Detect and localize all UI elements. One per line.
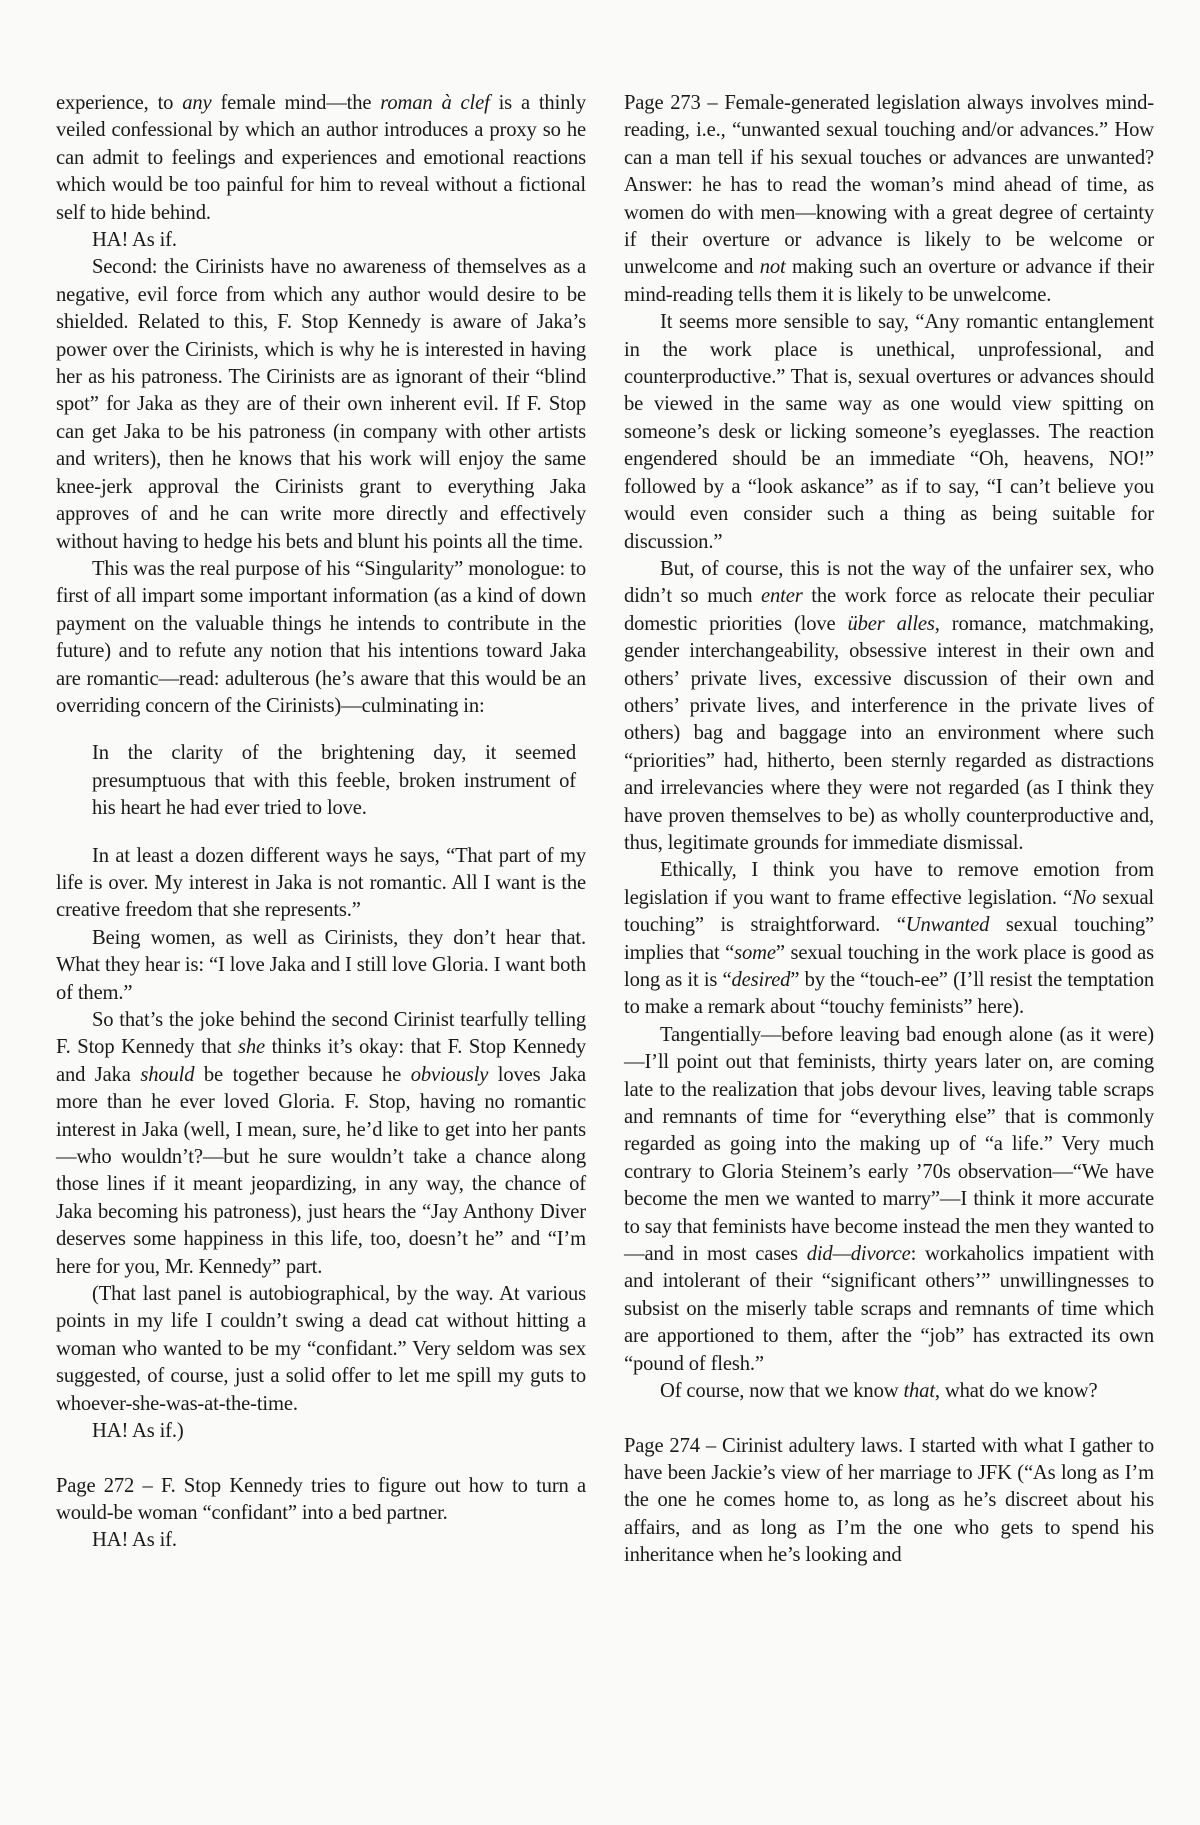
paragraph: Being women, as well as Cirinists, they don’t hear that. What they hear is: “I love Jaka and I still love Gloria. I want both of them.” bbox=[56, 926, 586, 1004]
paragraph: So that’s the joke behind the second Cirinist tearfully telling F. Stop Kennedy that she thinks it’s okay: that F. Stop Kennedy and Jaka should be together because he obviously loves Jaka more than he ever loved Gloria. F. Stop, having no romantic interest in Jaka (well, I mean, sure, he’d like to get into her pants—who wouldn’t?—but he sure wouldn’t take a chance along those lines if it meant jeopardizing, in any way, the chance of Jaka becoming his patroness), just hears the “Jay Anthony Diver deserves some happiness in this life, too, doesn’t he” and “I’m here for you, Mr. Kennedy” part. bbox=[56, 1009, 587, 1278]
page-heading-paragraph: Page 272 – F. Stop Kennedy tries to figure out how to turn a would-be woman “confidant” into a bed partner. bbox=[56, 1474, 586, 1524]
paragraph: Of course, now that we know that, what do we know? bbox=[660, 1380, 1098, 1403]
page-heading-paragraph: Page 273 – Female-generated legislation always involves mind-reading, i.e., “unwanted sexual touching and/or advances.” How can a man tell if his sexual touches or advances are unwanted? Answer: he has to read the woman’s mind ahead of time, as women do with men—knowing with a great degree of certainty if their overture or advance is likely to be welcome or unwelcome and not making such an overture or advance if their mind-reading tells them it is likely to be unwelcome. bbox=[624, 92, 1155, 306]
block-quote: In the clarity of the brightening day, it seemed presumptuous that with this feeble, broken instrument of his heart he had ever tried to love. bbox=[92, 742, 576, 820]
paragraph: (That last panel is autobiographical, by the way. At various points in my life I couldn’t swing a dead cat without hitting a woman who wanted to be my “confidant.” Very seldom was sex suggested, of course, just a solid offer to let me spill my guts to whoever-she-was-at-the-time. bbox=[56, 1283, 586, 1415]
paragraph: Ethically, I think you have to remove emotion from legislation if you want to frame effective legislation. “No sexual touching” is straightforward. “Unwanted sexual touching” implies that “some” sexual touching in the work place is good as long as it is “desired” by the “touch-ee” (I’ll resist the temptation to make a remark about “touchy feminists” here). bbox=[624, 859, 1155, 1019]
paragraph: Tangentially—before leaving bad enough alone (as it were)—I’ll point out that feminists, thirty years later on, are coming late to the realization that jobs devour lives, leaving table scraps and remnants of time for “everything else” that is commonly regarded as going into the making up of “a life.” Very much contrary to Gloria Steinem’s early ’70s observation—“We have become the men we wanted to marry”—I think it more accurate to say that feminists have become instead the men they wanted to—and in most cases did—divorce: workaholics impatient with and intolerant of their “significant others’” unwillingnesses to subsist on the miserly table scraps and remnants of time which are apportioned to them, after the “job” has extracted its own “pound of flesh.” bbox=[624, 1023, 1155, 1375]
paragraph: This was the real purpose of his “Singularity” monologue: to first of all impart some important information (as a kind of down payment on the valuable things he intends to contribute in the future) and to refute any notion that his intentions toward Jaka are romantic—read: adulterous (he’s aware that this would be an overriding concern of the Cirinists)—culminating in: bbox=[56, 557, 586, 717]
paragraph: It seems more sensible to say, “Any romantic entanglement in the work place is unethical, unprofessional, and counterproductive.” That is, sexual overtures or advances should be viewed in the same way as one would view spitting on someone’s desk or licking someone’s eyeglasses. The reaction engendered should be an immediate “Oh, heavens, NO!” followed by a “look askance” as if to say, “I can’t believe you would even consider such a thing as being suitable for discussion.” bbox=[624, 311, 1154, 553]
paragraph: HA! As if.) bbox=[92, 1420, 184, 1443]
paragraph: experience, to any female mind—the roman à clef is a thinly veiled confessional by which an author introduces a proxy so he can admit to feelings and experiences and emotional reactions which would be too painful for him to reveal without a fictional self to hide behind. bbox=[56, 92, 587, 224]
document-page bbox=[56, 90, 1154, 1810]
right-column bbox=[624, 90, 1154, 1810]
paragraph: HA! As if. bbox=[92, 229, 177, 252]
page-heading-paragraph: Page 274 – Cirinist adultery laws. I started with what I gather to have been Jackie’s view of her marriage to JFK (“As long as I’m the one he comes home to, as long as he’s discreet about his affairs, and as long as I’m the one who gets to spend his inheritance when he’s looking and bbox=[624, 1434, 1154, 1567]
left-column bbox=[56, 90, 586, 1810]
paragraph: But, of course, this is not the way of the unfairer sex, who didn’t so much enter the work force as relocate their peculiar domestic priorities (love über alles, romance, matchmaking, gender interchangeability, obsessive interest in their own and others’ private lives, excessive discussion of their own and others’ private lives, and interference in the private lives of others) bag and baggage into an environment where such “priorities” had, hitherto, been sternly regarded as distractions and irrelevancies where they were not regarded (as I think they have proven themselves to be) as wholly counterproductive and, thus, legitimate grounds for immediate dismissal. bbox=[624, 557, 1155, 854]
paragraph: Second: the Cirinists have no awareness of themselves as a negative, evil force from which any author would desire to be shielded. Related to this, F. Stop Kennedy is aware of Jaka’s power over the Cirinists, which is why he is interested in having her as his patroness. The Cirinists are as ignorant of their “blind spot” for Jaka as they are of their own inherent evil. If F. Stop can get Jaka to be his patroness (in company with other artists and writers), then he knows that his work will enjoy the same knee-jerk approval the Cirinists grant to everything Jaka approves of and he can write more directly and effectively without having to hedge his bets and blunt his points all the time. bbox=[56, 256, 586, 553]
paragraph: In at least a dozen different ways he says, “That part of my life is over. My interest in Jaka is not romantic. All I want is the creative freedom that she represents.” bbox=[56, 844, 586, 922]
paragraph: HA! As if. bbox=[92, 1529, 177, 1552]
